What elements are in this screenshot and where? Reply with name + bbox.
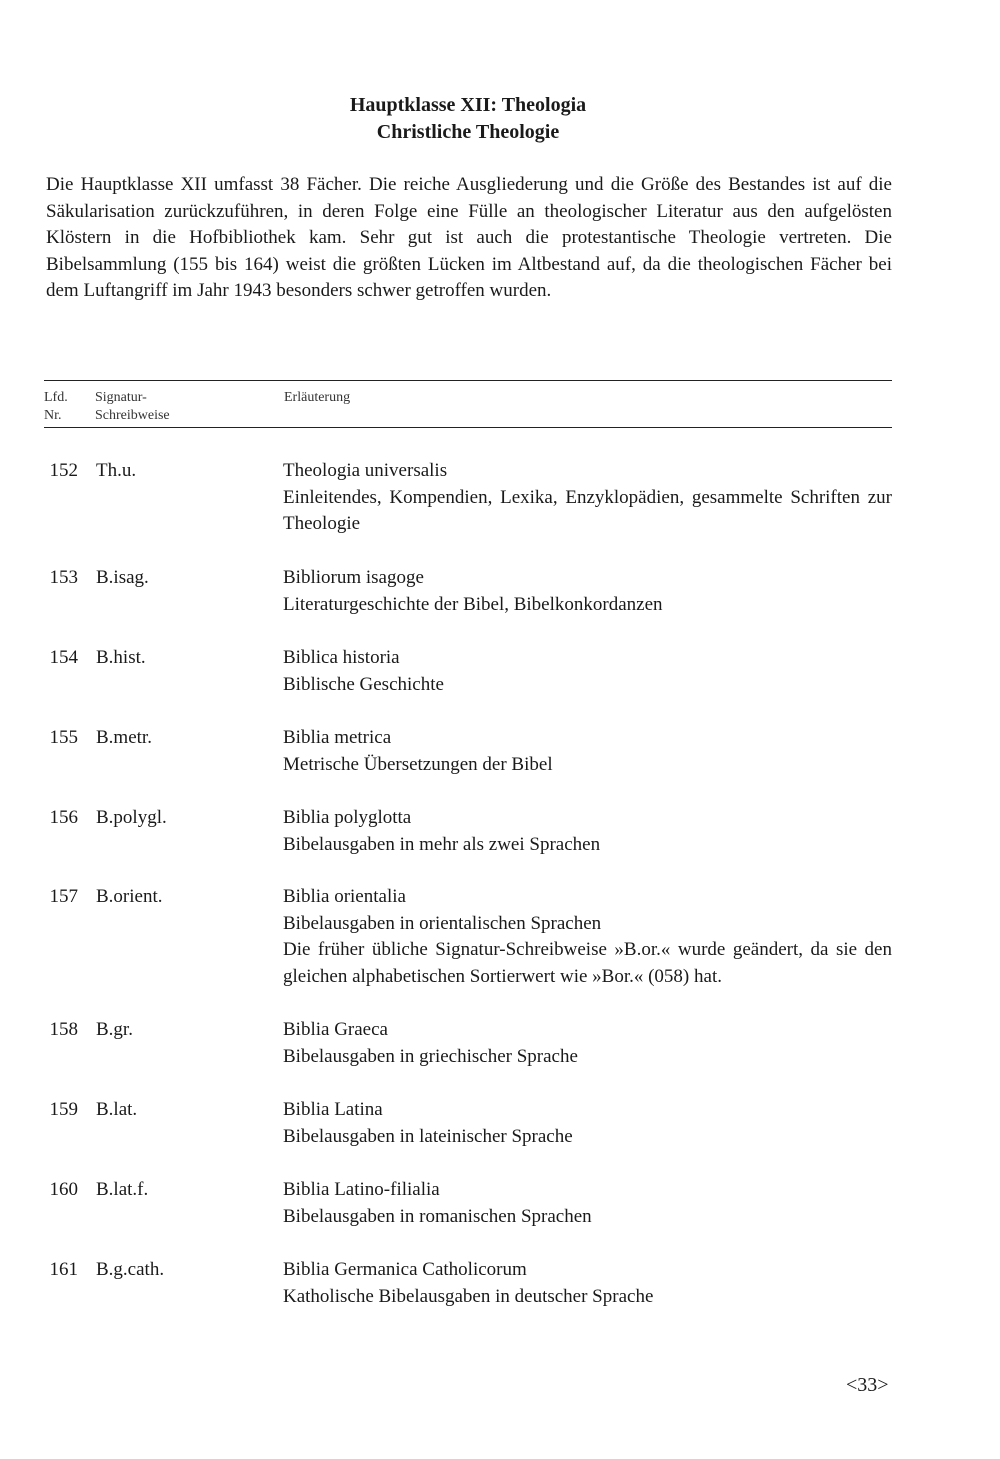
row-description: Bibelausgaben in orientalischen Sprachen [283, 912, 602, 934]
row-explanation [283, 1097, 892, 1150]
row-number: 155 [49, 727, 78, 748]
classification-table [44, 380, 892, 1307]
page-heading [0, 92, 936, 146]
row-number: 157 [49, 886, 78, 907]
row-number: 152 [49, 460, 78, 481]
row-description: Katholische Bibelausgaben in deutscher Sprache [283, 1285, 654, 1307]
row-description: Bibelausgaben in mehr als zwei Sprachen [283, 833, 601, 855]
row-title: Biblia Graeca [283, 1019, 388, 1040]
row-title: Biblia Latino-filialia [283, 1179, 440, 1200]
header-nr: Lfd. Nr. [44, 390, 68, 423]
row-number: 161 [49, 1259, 78, 1280]
row-title: Biblia metrica [283, 727, 392, 748]
heading-subtitle: Christliche Theologie [376, 121, 560, 143]
row-signatur: B.lat.f. [96, 1179, 149, 1200]
row-number: 153 [49, 567, 78, 588]
row-number: 154 [49, 647, 78, 668]
table-header [44, 381, 892, 427]
row-title: Biblia polyglotta [283, 807, 412, 828]
row-signatur: B.gr. [96, 1019, 133, 1040]
row-signatur: B.lat. [96, 1099, 138, 1120]
row-explanation [283, 884, 892, 990]
row-title: Biblia Germanica Catholicorum [283, 1259, 527, 1280]
row-signatur: Th.u. [96, 460, 137, 481]
row-signatur: B.polygl. [96, 807, 167, 828]
row-explanation [283, 1177, 892, 1230]
intro-paragraph: Die Hauptklasse XII umfasst 38 Fächer. Die reiche Ausgliederung und die Größe des Bestandes ist auf die Säkularisation zurückzuführen, in deren Folge eine Fülle an theologischer Literatur aus den aufgelösten Klöstern in die Hofbibliothek kam. Sehr gut ist auch die protestantische Theologie vertreten. Die Bibelsammlung (155 bis 164) weist die größten Lücken im Altbestand auf, da die theologischen Fächer bei dem Luftangriff im Jahr 1943 besonders schwer getroffen wurden. [46, 174, 892, 301]
row-signatur: B.orient. [96, 886, 163, 907]
row-signatur: B.metr. [96, 727, 152, 748]
row-description: Literaturgeschichte der Bibel, Bibelkonkordanzen [283, 593, 663, 615]
row-description: Bibelausgaben in lateinischer Sprache [283, 1125, 573, 1147]
row-explanation [283, 805, 892, 858]
row-explanation [283, 725, 892, 778]
row-description: Biblische Geschichte [283, 673, 444, 695]
row-number: 160 [49, 1179, 78, 1200]
row-title: Biblia Latina [283, 1099, 383, 1120]
row-title: Biblia orientalia [283, 886, 406, 907]
row-signatur: B.isag. [96, 567, 149, 588]
row-description: Metrische Übersetzungen der Bibel [283, 753, 553, 775]
row-explanation [283, 565, 892, 618]
table-header-rule [44, 427, 892, 428]
header-erlaeuterung: Erläuterung [284, 390, 351, 405]
row-explanation [283, 645, 892, 698]
header-signatur: Signatur- Schreibweise [95, 390, 170, 423]
row-description: Bibelausgaben in griechischer Sprache [283, 1045, 578, 1067]
row-signatur: B.g.cath. [96, 1259, 165, 1280]
heading-main-class: Hauptklasse XII: Theologia [349, 94, 587, 116]
row-signatur: B.hist. [96, 647, 146, 668]
row-description: Einleitendes, Kompendien, Lexika, Enzyklopädien, gesammelte Schriften zur Theologie [283, 486, 892, 534]
row-explanation [283, 1257, 892, 1310]
row-number: 158 [49, 1019, 78, 1040]
page-number: <33> [846, 1374, 889, 1396]
row-explanation [283, 1017, 892, 1070]
row-description: Bibelausgaben in romanischen Sprachen [283, 1205, 592, 1227]
row-title: Bibliorum isagoge [283, 567, 424, 588]
row-note: Die früher übliche Signatur-Schreibweise »B.or.« wurde geändert, da sie den gleichen alphabetischen Sortierwert wie »Bor.« (058) hat. [283, 939, 892, 987]
row-title: Theologia universalis [283, 460, 448, 481]
row-title: Biblica historia [283, 647, 400, 668]
row-number: 159 [49, 1099, 78, 1120]
row-number: 156 [49, 807, 78, 828]
row-explanation [283, 458, 892, 538]
